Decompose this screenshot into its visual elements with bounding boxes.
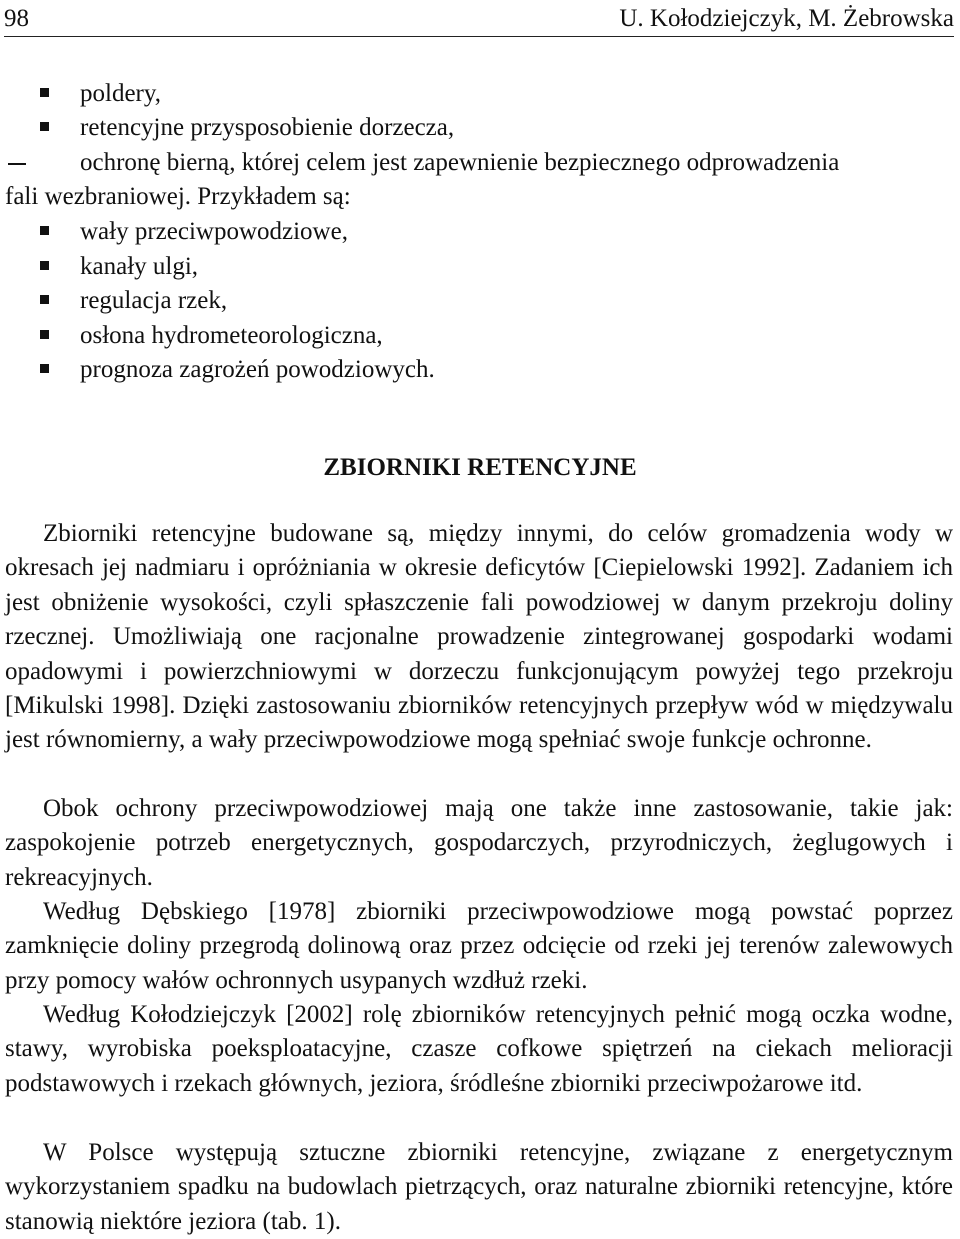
list-item: regulacja rzek, [80, 287, 228, 314]
paragraph-3 [5, 895, 953, 998]
paragraph-1 [5, 517, 953, 758]
list-item: kanały ulgi, [80, 253, 199, 280]
page-number: 98 [4, 5, 29, 32]
list-item: retencyjne przysposobienie dorzecza, [80, 114, 455, 141]
square-bullet-icon [40, 295, 49, 304]
paragraph-2 [5, 792, 953, 895]
dash-bullet-icon [8, 163, 26, 165]
list-item: ochronę bierną, której celem jest zapewnienie bezpiecznego odprowadzenia [80, 149, 840, 176]
list-item: prognoza zagrożeń powodziowych. [80, 356, 435, 383]
square-bullet-icon [40, 88, 49, 97]
paragraph-4 [5, 998, 953, 1101]
square-bullet-icon [40, 122, 49, 131]
square-bullet-icon [40, 364, 49, 373]
paragraph-text: Według Dębskiego [1978] zbiorniki przeciwpowodziowe mogą powstać poprzez zamknięcie doliny przegrodą dolinową oraz przez odcięcie od rzeki jej terenów zalewowych przy pomocy wałów ochronnych usypanych wzdłuż rzeki. [5, 898, 953, 994]
square-bullet-icon [40, 226, 49, 235]
square-bullet-icon [40, 330, 49, 339]
paragraph-text: Według Kołodziejczyk [2002] rolę zbiorników retencyjnych pełnić mogą oczka wodne, stawy, wyrobiska poeksploatacyjne, czasze cofkowe spiętrzeń na ciekach melioracji podstawowych i rzekach głównych, jeziora, śródleśne zbiorniki przeciwpożarowe itd. [5, 1001, 953, 1097]
list-item: wały przeciwpowodziowe, [80, 218, 348, 245]
list-item: poldery, [80, 80, 161, 107]
running-head-authors: U. Kołodziejczyk, M. Żebrowska [619, 5, 954, 32]
section-heading: ZBIORNIKI RETENCYJNE [323, 454, 637, 481]
paragraph-text: Zbiorniki retencyjne budowane są, między innymi, do celów gromadzenia wody w okresach jej nadmiaru i opróżniania w okresie deficytów [Ciepielowski 1992]. Zadaniem ich jest obniżenie wysokości, czyli spłaszczenie fali powodziowej w danym przekroju doliny rzecznej. Umożliwiają one racjonalne prowadzenie zintegrowanej gospodarki wodami opadowymi i powierzchniowymi w dorzeczu funkcjonującym powyżej tego przekroju [Mikulski 1998]. Dzięki zastosowaniu zbiorników retencyjnych przepływ wód w międzywalu jest równomierny, a wały przeciwpowodziowe mogą spełniać swoje funkcje ochronne. [5, 520, 953, 754]
page-header [4, 4, 954, 37]
list-item-continuation: fali wezbraniowej. Przykładem są: [5, 183, 351, 210]
paragraph-text: W Polsce występują sztuczne zbiorniki retencyjne, związane z energetycznym wykorzystaniem spadku na budowlach pietrzących, oraz naturalne zbiorniki retencyjne, które stanowią niektóre jeziora (tab. 1). [5, 1139, 953, 1235]
square-bullet-icon [40, 261, 49, 270]
list-item: osłona hydrometeorologiczna, [80, 322, 383, 349]
paragraph-text: Obok ochrony przeciwpowodziowej mają one także inne zastosowanie, takie jak: zaspokojenie potrzeb energetycznych, gospodarczych, przyrodniczych, żeglugowych i rekreacyjnych. [5, 795, 953, 891]
paragraph-5 [5, 1136, 953, 1239]
